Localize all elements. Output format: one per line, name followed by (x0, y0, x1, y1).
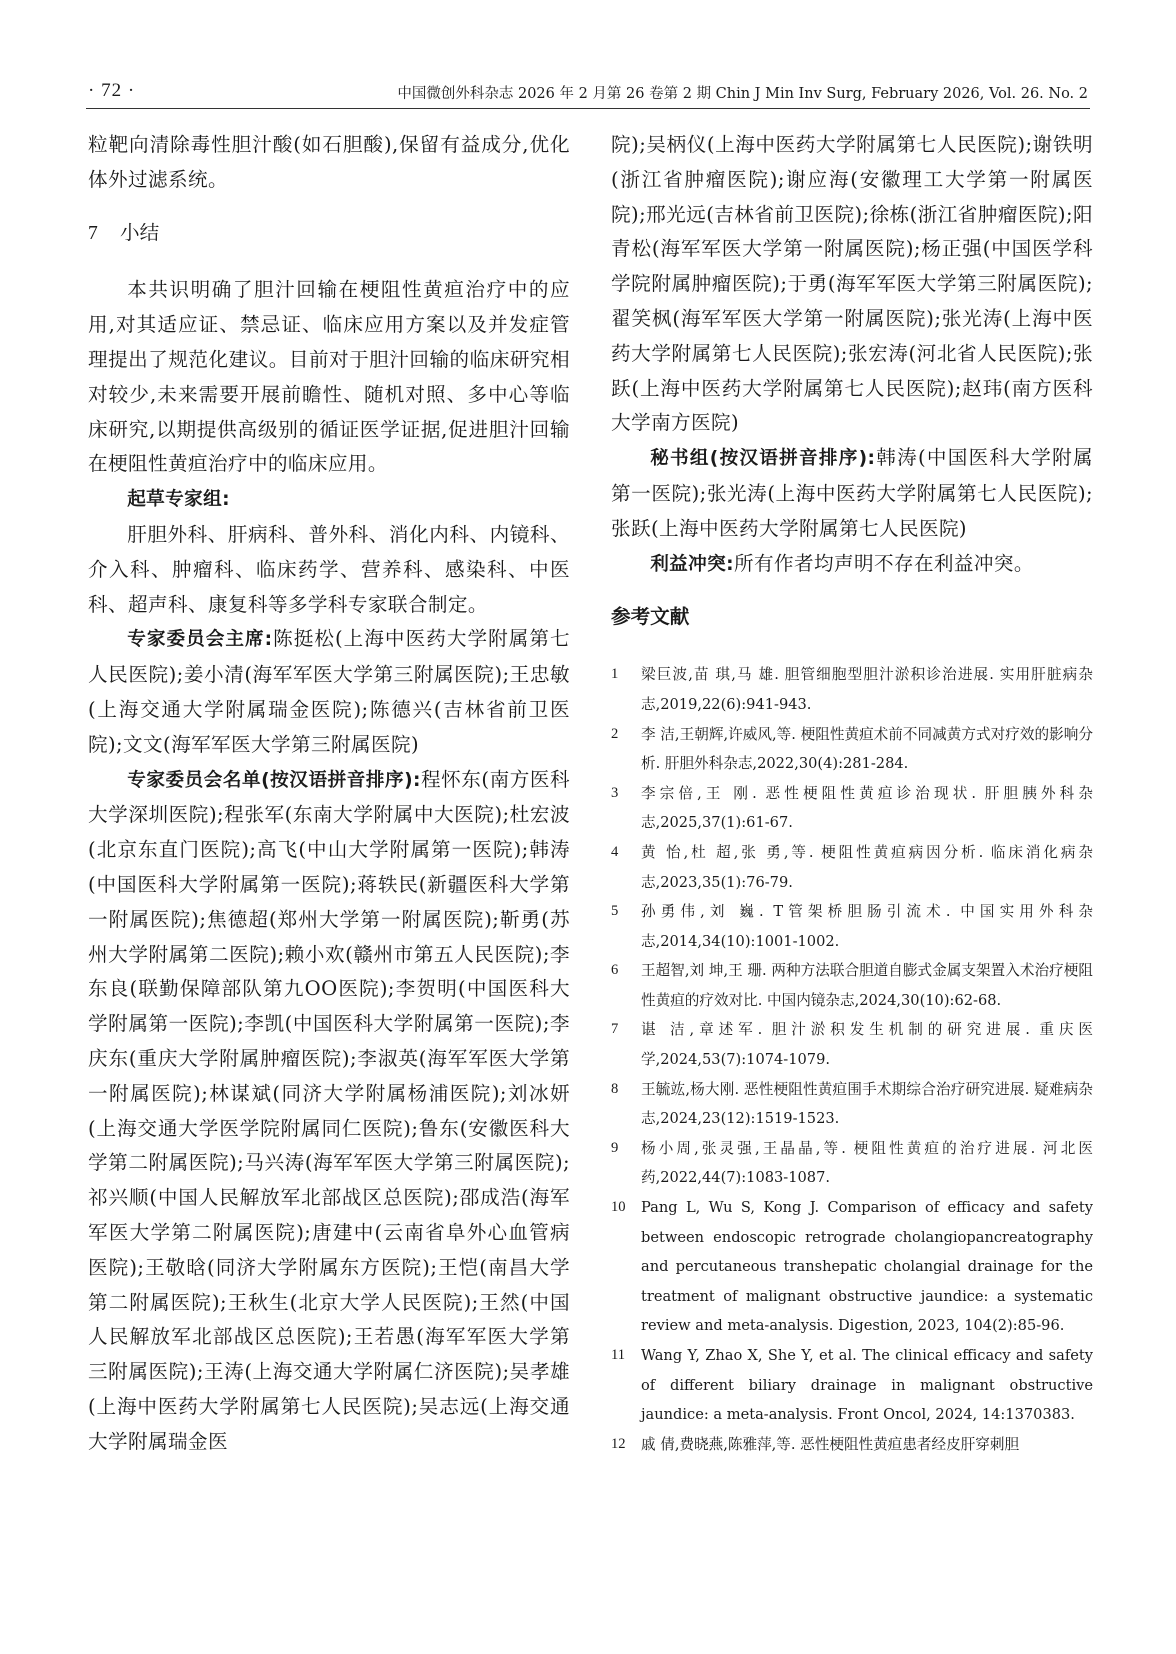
chair-label: 专家委员会主席: (127, 629, 273, 651)
reference-item (611, 1430, 1093, 1460)
reference-number: 10 (611, 1199, 626, 1216)
reference-number: 2 (611, 725, 619, 742)
reference-text: 杨小周,张灵强,王晶晶,等. 梗阻性黄疸的治疗进展. 河北医药,2022,44(7):1083-1087. (641, 1139, 1093, 1187)
conflict-paragraph (611, 547, 1093, 583)
secretary-label: 秘书组(按汉语拼音排序): (650, 448, 876, 470)
reference-item (611, 1341, 1093, 1430)
section-number: 7 (88, 222, 98, 244)
reference-number: 11 (611, 1347, 626, 1364)
drafting-label: 起草专家组: (127, 489, 230, 511)
right-column (611, 128, 1093, 1459)
reference-item (611, 897, 1093, 956)
secretary-paragraph (611, 441, 1093, 546)
reference-number: 6 (611, 962, 619, 979)
reference-item (611, 720, 1093, 779)
reference-text: Pang L, Wu S, Kong J. Comparison of efficacy and safety between endoscopic retrograde cholangiopancreatography and percutaneous transhepatic cholangial drainage for the treatment of malignant obstructive jaundice: a systematic review and meta-analysis. Digestion, 2023, 104(2):85-96. (641, 1199, 1093, 1335)
reference-number: 7 (611, 1021, 619, 1038)
reference-text: 孙勇伟,刘 巍. T管架桥胆肠引流术. 中国实用外科杂志,2014,34(10):1001-1002. (641, 903, 1093, 950)
reference-number: 9 (611, 1139, 619, 1156)
reference-item (611, 1134, 1093, 1193)
reference-item (611, 838, 1093, 897)
section-title: 小结 (120, 220, 160, 244)
references-heading: 参考文献 (611, 605, 690, 629)
members-label: 专家委员会名单(按汉语拼音排序): (127, 769, 421, 791)
section-heading (88, 216, 570, 252)
chair-paragraph (88, 622, 570, 762)
reference-text: 王毓竑,杨大刚. 恶性梗阻性黄疸围手术期综合治疗研究进展. 疑难病杂志,2024,23(12):1519-1523. (641, 1080, 1093, 1128)
reference-text: 谌 洁,章述军. 胆汁淤积发生机制的研究进展. 重庆医学,2024,53(7):1074-1079. (641, 1021, 1093, 1069)
reference-item (611, 1193, 1093, 1341)
reference-text: Wang Y, Zhao X, She Y, et al. The clinical efficacy and safety of different biliary drainage in malignant obstructive jaundice: a meta-analysis. Front Oncol, 2024, 14:1370383. (641, 1347, 1093, 1424)
left-column (88, 128, 570, 1459)
reference-list (611, 660, 1093, 1459)
reference-item (611, 956, 1093, 1015)
reference-item (611, 1075, 1093, 1134)
members-text: 程怀东(南方医科大学深圳医院);程张军(东南大学附属中大医院);杜宏波(北京东直门医院);高飞(中山大学附属第一医院);韩涛(中国医科大学附属第一医院);蒋轶民(新疆医科大学第一附属医院);焦德超(郑州大学第一附属医院);靳勇(苏州大学附属第二医院);赖小欢(赣州市第五人民医院);李东良(联勤保障部队第九OO医院);李贺明(中国医科大学附属第一医院);李凯(中国医科大学附属第一医院);李庆东(重庆大学附属肿瘤医院);李淑英(海军军医大学第一附属医院);林谋斌(同济大学附属杨浦医院);刘冰妍(上海交通大学医学院附属同仁医院);鲁东(安徽医科大学第二附属医院);马兴涛(海军军医大学第三附属医院);祁兴顺(中国人民解放军北部战区总医院);邵成浩(海军军医大学第二附属医院);唐建中(云南省阜外心血管病医院);王敬晗(同济大学附属东方医院);王恺(南昌大学第二附属医院);王秋生(北京大学人民医院);王然(中国人民解放军北部战区总医院);王若愚(海军军医大学第三附属医院);王涛(上海交通大学附属仁济医院);吴孝雄(上海中医药大学附属第七人民医院);吴志远(上海交通大学附属瑞金医 (88, 767, 570, 1453)
reference-number: 3 (611, 784, 619, 801)
reference-text: 戚 倩,费晓燕,陈雅萍,等. 恶性梗阻性黄疸患者经皮肝穿刺胆 (641, 1435, 1020, 1453)
reference-text: 梁巨波,苗 琪,马 雄. 胆管细胞型胆汁淤积诊治进展. 实用肝脏病杂志,2019,22(6):941-943. (641, 666, 1093, 713)
members-continued: 院);吴柄仪(上海中医药大学附属第七人民医院);谢铁明(浙江省肿瘤医院);谢应海(安徽理工大学第一附属医院);邢光远(吉林省前卫医院);徐栋(浙江省肿瘤医院);阳青松(海军军医大学第一附属医院);杨正强(中国医学科学院附属肿瘤医院);于勇(海军军医大学第三附属医院);翟笑枫(海军军医大学第一附属医院);张光涛(上海中医药大学附属第七人民医院);张宏涛(河北省人民医院);张跃(上海中医药大学附属第七人民医院);赵玮(南方医科大学南方医院) (611, 133, 1093, 435)
reference-text: 李宗倍,王 刚. 恶性梗阻性黄疸诊治现状. 肝胆胰外科杂志,2025,37(1):61-67. (641, 784, 1093, 832)
drafting-paragraph: 肝胆外科、肝病科、普外科、消化内科、内镜科、介入科、肿瘤科、临床药学、营养科、感染科、中医科、超声科、康复科等多学科专家联合制定。 (88, 522, 570, 616)
summary-paragraph: 本共识明确了胆汁回输在梗阻性黄疸治疗中的应用,对其适应证、禁忌证、临床应用方案以及并发症管理提出了规范化建议。目前对于胆汁回输的临床研究相对较少,未来需要开展前瞻性、随机对照、多中心等临床研究,以期提供高级别的循证医学证据,促进胆汁回输在梗阻性黄疸治疗中的临床应用。 (88, 278, 570, 476)
reference-number: 5 (611, 903, 619, 920)
reference-text: 王超智,刘 坤,王 珊. 两种方法联合胆道自膨式金属支架置入术治疗梗阻性黄疸的疗效对比. 中国内镜杂志,2024,30(10):62-68. (641, 962, 1093, 1009)
reference-item (611, 660, 1093, 719)
running-header: 中国微创外科杂志 2026 年 2 月第 26 卷第 2 期 Chin J Min Inv Surg, February 2026, Vol. 26. No. 2 (397, 86, 1088, 102)
members-paragraph (88, 763, 570, 1460)
reference-item (611, 1015, 1093, 1074)
reference-number: 8 (611, 1080, 619, 1097)
reference-item (611, 779, 1093, 838)
reference-text: 李 洁,王朝辉,许威风,等. 梗阻性黄疸术前不同减黄方式对疗效的影响分析. 肝胆外科杂志,2022,30(4):281-284. (641, 725, 1093, 773)
reference-number: 12 (611, 1435, 626, 1452)
chair-text: 陈挺松(上海中医药大学附属第七人民医院);姜小清(海军军医大学第三附属医院);王忠敏(上海交通大学附属瑞金医院);陈德兴(吉林省前卫医院);文文(海军军医大学第三附属医院) (88, 627, 570, 756)
header-divider (86, 108, 1090, 109)
intro-paragraph: 粒靶向清除毒性胆汁酸(如石胆酸),保留有益成分,优化体外过滤系统。 (88, 133, 570, 191)
conflict-text: 所有作者均声明不存在利益冲突。 (734, 551, 1034, 575)
page-number: · 72 · (88, 80, 136, 101)
reference-text: 黄 怡,杜 超,张 勇,等. 梗阻性黄疸病因分析. 临床消化病杂志,2023,35(1):76-79. (641, 843, 1093, 891)
drafting-heading (88, 482, 570, 518)
conflict-label: 利益冲突: (650, 553, 734, 575)
reference-number: 1 (611, 666, 619, 683)
secretary-text: 韩涛(中国医科大学附属第一医院);张光涛(上海中医药大学附属第七人民医院);张跃(上海中医药大学附属第七人民医院) (611, 446, 1093, 540)
reference-number: 4 (611, 843, 619, 860)
